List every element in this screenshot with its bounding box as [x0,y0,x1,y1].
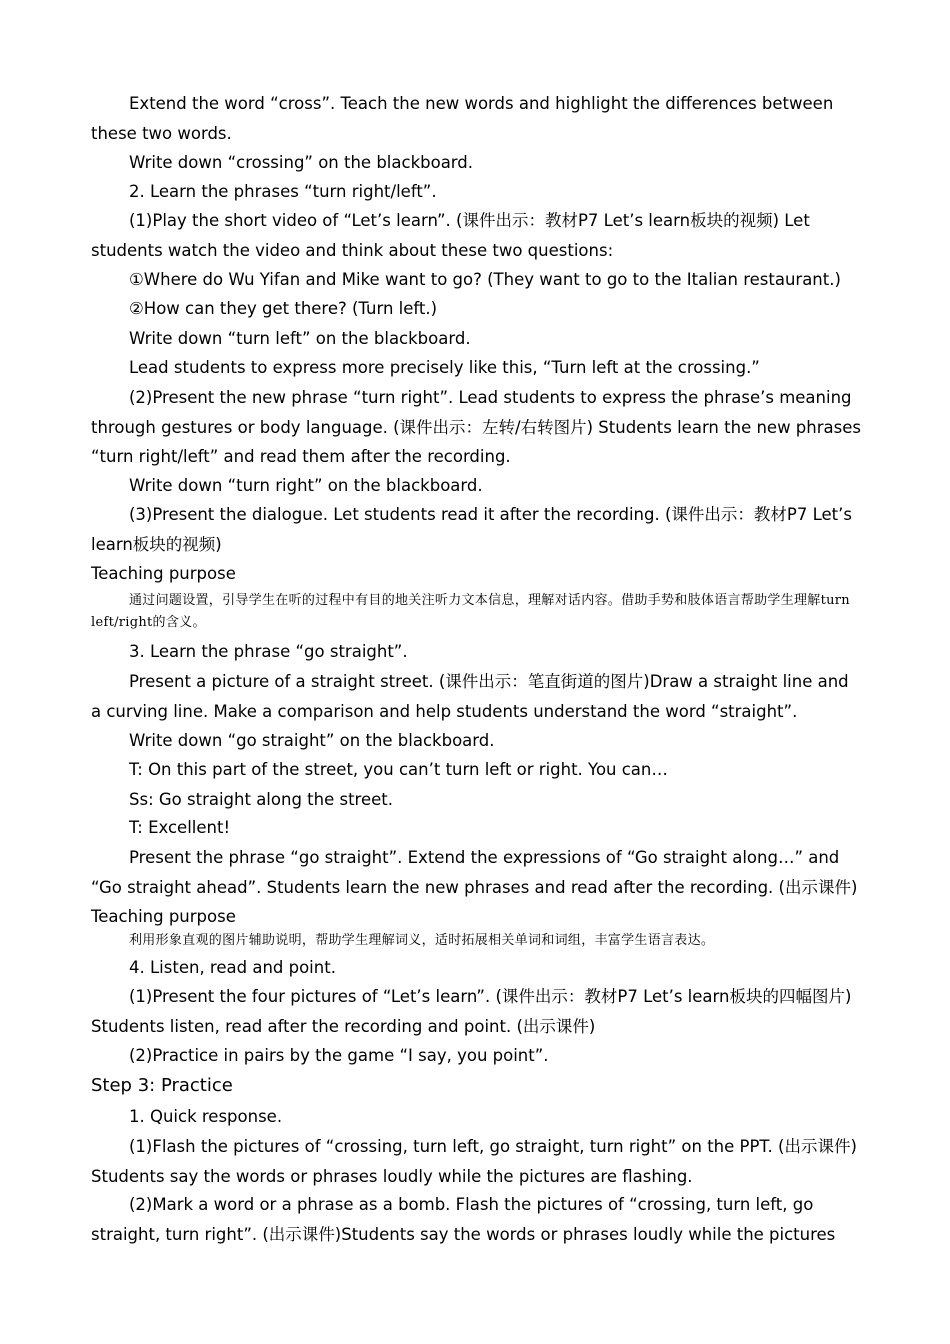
paragraph-write-turn-left: Write down “turn left” on the blackboard. [129,329,471,348]
paragraph-write-turn-right: Write down “turn right” on the blackboard. [129,476,483,495]
section-learn-turn: 2. Learn the phrases “turn right/left”. [129,182,437,201]
teaching-purpose-heading-2: Teaching purpose [91,907,236,926]
paragraph-play-video: (1)Play the short video of “Let’s learn”. (课件出示：教材P7 Let’s learn板块的视频) Let students watch the video and think about these two questions: [91,211,810,260]
question-one: ①Where do Wu Yifan and Mike want to go? (They want to go to the Italian restaurant.) [129,270,841,289]
paragraph-present-turn-right: (2)Present the new phrase “turn right”. Lead students to express the phrase’s meaning through gestures or body language. (课件出示：左转/右转图片) Students learn the new phrases “turn right/left” and read them after the recording. [91,388,861,466]
teaching-purpose-heading: Teaching purpose [91,564,236,583]
dialogue-line-teacher-2: T: Excellent! [129,818,231,837]
dialogue-line-students: Ss: Go straight along the street. [129,790,393,809]
paragraph-write-crossing: Write down “crossing” on the blackboard. [129,153,474,172]
section-quick-response: 1. Quick response. [129,1107,283,1126]
step-3-heading: Step 3: Practice [91,1075,233,1096]
paragraph-extend-cross: Extend the word “cross”. Teach the new words and highlight the differences between these two words. [91,94,834,143]
paragraph-lead-express: Lead students to express more precisely like this, “Turn left at the crossing.” [129,358,760,377]
paragraph-present-go-straight: Present the phrase “go straight”. Extend the expressions of “Go straight along…” and “Go straight ahead”. Students learn the new phrases and read after the recording. (出示课件) [91,848,858,897]
paragraph-bomb-game: (2)Mark a word or a phrase as a bomb. Flash the pictures of “crossing, turn left, go straight, turn right”. (出示课件)Students say the words or phrases loudly while the pictures [91,1195,836,1244]
section-learn-go-straight: 3. Learn the phrase “go straight”. [129,642,408,661]
paragraph-write-go-straight: Write down “go straight” on the blackboard. [129,731,495,750]
question-two: ②How can they get there? (Turn left.) [129,299,438,318]
paragraph-four-pictures: (1)Present the four pictures of “Let’s learn”. (课件出示：教材P7 Let’s learn板块的四幅图片) Students listen, read after the recording and point. (出示课件) [91,987,852,1036]
dialogue-line-teacher: T: On this part of the street, you can’t turn left or right. You can… [129,760,668,779]
paragraph-pair-game: (2)Practice in pairs by the game “I say, you point”. [129,1046,549,1065]
teaching-purpose-text: 通过问题设置，引导学生在听的过程中有目的地关注听力文本信息，理解对话内容。借助手势和肢体语言帮助学生理解turn left/right的含义。 [91,593,850,630]
paragraph-present-dialogue: (3)Present the dialogue. Let students read it after the recording. (课件出示：教材P7 Let’s learn板块的视频) [91,505,852,554]
paragraph-flash-pictures: (1)Flash the pictures of “crossing, turn left, go straight, turn right” on the PPT. (出示课件) Students say the words or phrases loudly while the pictures are flashing. [91,1137,857,1186]
teaching-purpose-text-2: 利用形象直观的图片辅助说明，帮助学生理解词义，适时拓展相关单词和词组，丰富学生语言表达。 [129,933,715,948]
paragraph-present-picture: Present a picture of a straight street. (课件出示：笔直街道的图片)Draw a straight line and a curving line. Make a comparison and help students understand the word “straight”. [91,672,849,721]
section-listen-read-point: 4. Listen, read and point. [129,958,336,977]
